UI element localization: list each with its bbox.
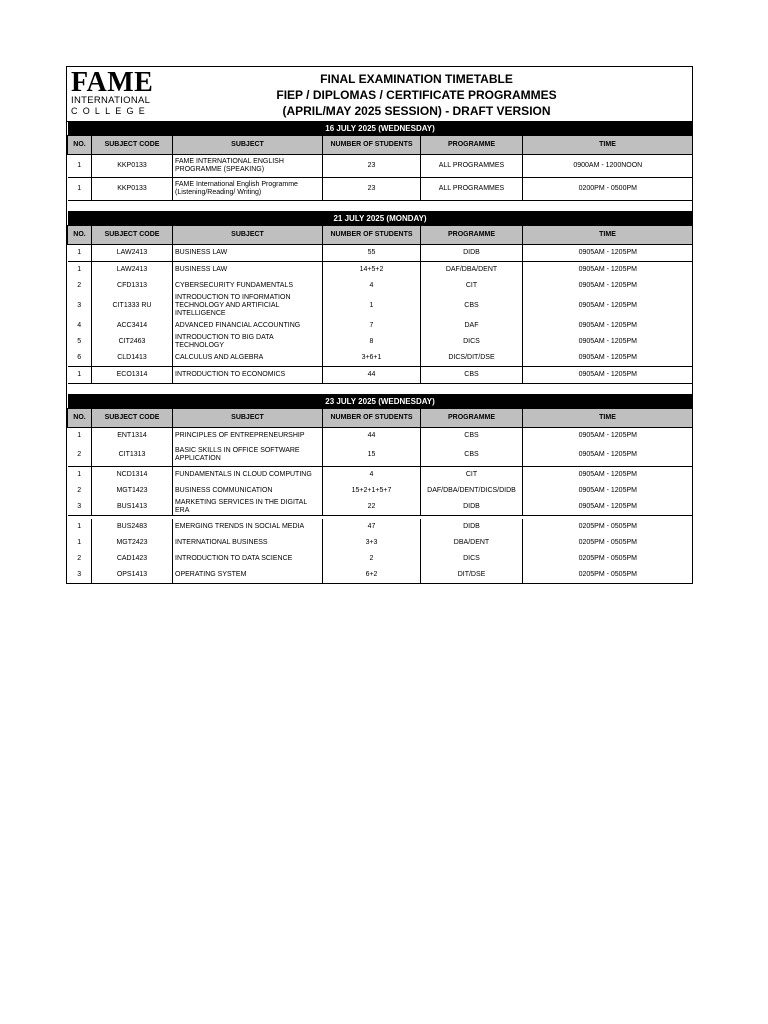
cell-subject-code: BUS2483 bbox=[92, 519, 173, 535]
cell-subject-code: CAD1423 bbox=[92, 551, 173, 567]
column-header-no: NO. bbox=[68, 409, 92, 428]
cell-students: 6+2 bbox=[323, 567, 421, 583]
table-row bbox=[68, 318, 693, 334]
cell-programme: DICS/DIT/DSE bbox=[421, 350, 523, 367]
timetable-sheet bbox=[66, 66, 693, 584]
column-header-programme: PROGRAMME bbox=[421, 226, 523, 245]
column-header-row bbox=[68, 136, 693, 155]
column-header-subject: SUBJECT bbox=[173, 409, 323, 428]
column-header-programme: PROGRAMME bbox=[421, 136, 523, 155]
cell-time: 0905AM - 1205PM bbox=[523, 467, 693, 484]
cell-subject: INTRODUCTION TO BIG DATA TECHNOLOGY bbox=[173, 334, 323, 350]
column-header-students: NUMBER OF STUDENTS bbox=[323, 136, 421, 155]
cell-no: 1 bbox=[77, 539, 82, 546]
cell-subject: BUSINESS LAW bbox=[173, 262, 323, 279]
day-date: 21 JULY 2025 (MONDAY) bbox=[68, 212, 693, 226]
column-header-subject: SUBJECT bbox=[173, 226, 323, 245]
cell-no: 1 bbox=[77, 162, 82, 169]
cell-programme: DBA/DENT bbox=[421, 535, 523, 551]
cell-no: 5 bbox=[77, 338, 82, 345]
section-spacer bbox=[68, 384, 693, 395]
document-titles bbox=[181, 67, 692, 121]
table-row bbox=[68, 519, 693, 535]
cell-programme: DAF/DBA/DENT/DICS/DIDB bbox=[421, 483, 523, 499]
column-header-time: TIME bbox=[523, 409, 693, 428]
cell-programme: CBS bbox=[421, 428, 523, 445]
cell-no: 3 bbox=[77, 571, 82, 578]
cell-programme: ALL PROGRAMMES bbox=[421, 155, 523, 178]
table-row bbox=[68, 428, 693, 445]
day-header-row bbox=[68, 122, 693, 136]
section-spacer bbox=[68, 201, 693, 212]
column-header-row bbox=[68, 226, 693, 245]
cell-students: 3+6+1 bbox=[323, 350, 421, 367]
column-header-no: NO. bbox=[68, 226, 92, 245]
cell-programme: CBS bbox=[421, 367, 523, 384]
cell-programme: CBS bbox=[421, 444, 523, 467]
cell-no: 1 bbox=[77, 249, 82, 256]
cell-subject-code: KKP0133 bbox=[92, 178, 173, 201]
title-line-3: (APRIL/MAY 2025 SESSION) - DRAFT VERSION bbox=[282, 104, 551, 118]
cell-subject-code: CIT1313 bbox=[92, 444, 173, 467]
cell-time: 0905AM - 1205PM bbox=[523, 245, 693, 262]
cell-students: 55 bbox=[323, 245, 421, 262]
column-header-subject-code: SUBJECT CODE bbox=[92, 409, 173, 428]
column-header-row bbox=[68, 409, 693, 428]
cell-students: 8 bbox=[323, 334, 421, 350]
cell-subject: CALCULUS AND ALGEBRA bbox=[173, 350, 323, 367]
cell-students: 23 bbox=[323, 178, 421, 201]
cell-students: 44 bbox=[323, 367, 421, 384]
day-header-row bbox=[68, 395, 693, 409]
table-row bbox=[68, 535, 693, 551]
logo-wordmark: FAME bbox=[71, 67, 154, 98]
spacer-cell bbox=[68, 201, 693, 212]
cell-subject: EMERGING TRENDS IN SOCIAL MEDIA bbox=[173, 519, 323, 535]
cell-programme: DAF/DBA/DENT bbox=[421, 262, 523, 279]
cell-time: 0905AM - 1205PM bbox=[523, 367, 693, 384]
table-row bbox=[68, 483, 693, 499]
cell-subject-code: ACC3414 bbox=[92, 318, 173, 334]
cell-time: 0905AM - 1205PM bbox=[523, 318, 693, 334]
cell-time: 0200PM - 0500PM bbox=[523, 178, 693, 201]
cell-students: 4 bbox=[323, 467, 421, 484]
cell-subject-code: KKP0133 bbox=[92, 155, 173, 178]
cell-students: 7 bbox=[323, 318, 421, 334]
cell-time: 0205PM - 0505PM bbox=[523, 519, 693, 535]
cell-subject-code: LAW2413 bbox=[92, 245, 173, 262]
cell-subject: BUSINESS LAW bbox=[173, 245, 323, 262]
cell-time: 0905AM - 1205PM bbox=[523, 444, 693, 467]
cell-programme: CIT bbox=[421, 278, 523, 294]
cell-time: 0905AM - 1205PM bbox=[523, 499, 693, 516]
title-line-2: FIEP / DIPLOMAS / CERTIFICATE PROGRAMMES bbox=[276, 88, 557, 102]
cell-subject: BASIC SKILLS IN OFFICE SOFTWARE APPLICATION bbox=[173, 444, 323, 467]
title-line-1: FINAL EXAMINATION TIMETABLE bbox=[320, 72, 513, 86]
day-date: 16 JULY 2025 (WEDNESDAY) bbox=[68, 122, 693, 136]
table-row bbox=[68, 262, 693, 279]
cell-subject: CYBERSECURITY FUNDAMENTALS bbox=[173, 278, 323, 294]
cell-programme: DIDB bbox=[421, 245, 523, 262]
table-row bbox=[68, 350, 693, 367]
table-row bbox=[68, 294, 693, 318]
cell-no: 3 bbox=[77, 302, 82, 309]
cell-no: 2 bbox=[77, 282, 82, 289]
cell-no: 1 bbox=[68, 262, 92, 279]
cell-no: 2 bbox=[77, 451, 82, 458]
cell-subject: OPERATING SYSTEM bbox=[173, 567, 323, 583]
table-row bbox=[68, 567, 693, 583]
cell-subject: MARKETING SERVICES IN THE DIGITAL ERA bbox=[173, 499, 323, 516]
day-date: 23 JULY 2025 (WEDNESDAY) bbox=[68, 395, 693, 409]
column-header-time: TIME bbox=[523, 136, 693, 155]
cell-subject-code: BUS1413 bbox=[92, 499, 173, 516]
cell-no: 4 bbox=[77, 322, 82, 329]
cell-subject: FAME INTERNATIONAL ENGLISH PROGRAMME (SPEAKING) bbox=[173, 155, 323, 178]
cell-students: 15+2+1+5+7 bbox=[323, 483, 421, 499]
table-row bbox=[68, 245, 693, 262]
table-row bbox=[68, 444, 693, 467]
cell-programme: DIDB bbox=[421, 519, 523, 535]
table-row bbox=[68, 367, 693, 384]
cell-subject: FUNDAMENTALS IN CLOUD COMPUTING bbox=[173, 467, 323, 484]
timetable-table bbox=[67, 122, 693, 583]
day-header-row bbox=[68, 212, 693, 226]
table-row bbox=[68, 551, 693, 567]
cell-programme: DICS bbox=[421, 334, 523, 350]
column-header-subject-code: SUBJECT CODE bbox=[92, 226, 173, 245]
cell-programme: DIDB bbox=[421, 499, 523, 516]
cell-no: 1 bbox=[68, 367, 92, 384]
cell-programme: DICS bbox=[421, 551, 523, 567]
cell-programme: CIT bbox=[421, 467, 523, 484]
cell-no: 2 bbox=[77, 555, 82, 562]
cell-subject: FAME International English Programme (Listening/Reading/ Writing) bbox=[173, 178, 323, 201]
logo-line-1: INTERNATIONAL bbox=[71, 95, 151, 106]
column-header-programme: PROGRAMME bbox=[421, 409, 523, 428]
column-header-no: NO. bbox=[68, 136, 92, 155]
cell-programme: DIT/DSE bbox=[421, 567, 523, 583]
table-row bbox=[68, 467, 693, 484]
spacer-cell bbox=[68, 384, 693, 395]
cell-programme: DAF bbox=[421, 318, 523, 334]
cell-subject: ADVANCED FINANCIAL ACCOUNTING bbox=[173, 318, 323, 334]
cell-subject: INTRODUCTION TO ECONOMICS bbox=[173, 367, 323, 384]
cell-students: 47 bbox=[323, 519, 421, 535]
cell-subject-code: CIT2463 bbox=[92, 334, 173, 350]
column-header-time: TIME bbox=[523, 226, 693, 245]
cell-programme: ALL PROGRAMMES bbox=[421, 178, 523, 201]
logo-line-2: COLLEGE bbox=[71, 106, 150, 116]
table-row bbox=[68, 178, 693, 201]
cell-subject: PRINCIPLES OF ENTREPRENEURSHIP bbox=[173, 428, 323, 445]
cell-programme: CBS bbox=[421, 294, 523, 318]
column-header-students: NUMBER OF STUDENTS bbox=[323, 226, 421, 245]
cell-students: 44 bbox=[323, 428, 421, 445]
cell-time: 0205PM - 0505PM bbox=[523, 551, 693, 567]
cell-no: 1 bbox=[68, 178, 92, 201]
table-row bbox=[68, 278, 693, 294]
cell-no: 3 bbox=[77, 503, 82, 510]
cell-no: 1 bbox=[77, 432, 82, 439]
column-header-subject-code: SUBJECT CODE bbox=[92, 136, 173, 155]
cell-time: 0205PM - 0505PM bbox=[523, 567, 693, 583]
cell-time: 0905AM - 1205PM bbox=[523, 294, 693, 318]
table-row bbox=[68, 499, 693, 516]
cell-no: 1 bbox=[77, 523, 82, 530]
cell-subject: INTRODUCTION TO INFORMATION TECHNOLOGY AND ARTIFICIAL INTELLIGENCE bbox=[173, 294, 323, 318]
cell-time: 0900AM - 1200NOON bbox=[523, 155, 693, 178]
cell-subject-code: CLD1413 bbox=[92, 350, 173, 367]
cell-subject-code: LAW2413 bbox=[92, 262, 173, 279]
cell-time: 0905AM - 1205PM bbox=[523, 428, 693, 445]
cell-subject-code: ENT1314 bbox=[92, 428, 173, 445]
cell-subject: INTRODUCTION TO DATA SCIENCE bbox=[173, 551, 323, 567]
document-header bbox=[67, 67, 692, 122]
column-header-subject: SUBJECT bbox=[173, 136, 323, 155]
column-header-students: NUMBER OF STUDENTS bbox=[323, 409, 421, 428]
cell-subject-code: MGT2423 bbox=[92, 535, 173, 551]
cell-students: 2 bbox=[323, 551, 421, 567]
table-row bbox=[68, 155, 693, 178]
cell-no: 6 bbox=[77, 354, 82, 361]
cell-time: 0905AM - 1205PM bbox=[523, 483, 693, 499]
cell-students: 1 bbox=[323, 294, 421, 318]
cell-no: 1 bbox=[68, 467, 92, 484]
cell-students: 22 bbox=[323, 499, 421, 516]
cell-subject-code: NCD1314 bbox=[92, 467, 173, 484]
cell-subject-code: OPS1413 bbox=[92, 567, 173, 583]
table-row bbox=[68, 334, 693, 350]
cell-subject: BUSINESS COMMUNICATION bbox=[173, 483, 323, 499]
cell-time: 0905AM - 1205PM bbox=[523, 278, 693, 294]
cell-students: 14+5+2 bbox=[323, 262, 421, 279]
cell-students: 3+3 bbox=[323, 535, 421, 551]
cell-subject-code: ECO1314 bbox=[92, 367, 173, 384]
cell-subject-code: MGT1423 bbox=[92, 483, 173, 499]
college-logo bbox=[67, 67, 181, 121]
cell-subject-code: CFD1313 bbox=[92, 278, 173, 294]
cell-time: 0905AM - 1205PM bbox=[523, 262, 693, 279]
cell-no: 2 bbox=[77, 487, 82, 494]
cell-time: 0905AM - 1205PM bbox=[523, 334, 693, 350]
cell-time: 0905AM - 1205PM bbox=[523, 350, 693, 367]
cell-students: 23 bbox=[323, 155, 421, 178]
cell-subject-code: CIT1333 RU bbox=[92, 294, 173, 318]
cell-students: 15 bbox=[323, 444, 421, 467]
cell-subject: INTERNATIONAL BUSINESS bbox=[173, 535, 323, 551]
cell-time: 0205PM - 0505PM bbox=[523, 535, 693, 551]
cell-students: 4 bbox=[323, 278, 421, 294]
